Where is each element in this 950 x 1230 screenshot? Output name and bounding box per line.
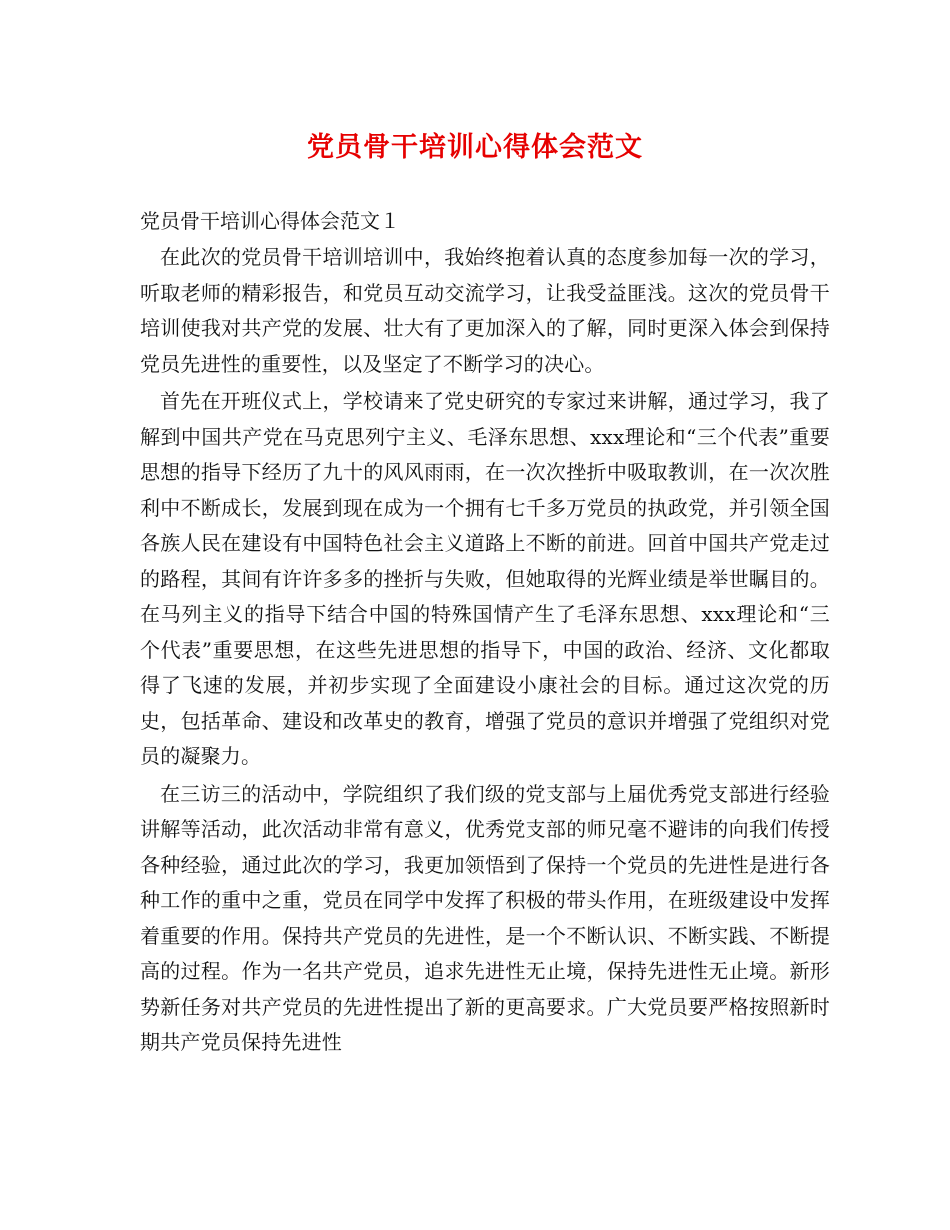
document-title: 党员骨干培训心得体会范文	[307, 132, 643, 163]
document-subtitle: 党员骨干培训心得体会范文１	[140, 209, 400, 233]
body-paragraph: 在此次的党员骨干培训培训中，我始终抱着认真的态度参加每一次的学习，听取老师的精彩报告，和党员互动交流学习，让我受益匪浅。这次的党员骨干培训使我对共产党的发展、壮大有了更加深入的了解，同时更深入体会到保持党员先进性的重要性，以及坚定了不断学习的决心。	[140, 245, 830, 376]
body-paragraph: 在三访三的活动中，学院组织了我们级的党支部与上届优秀党支部进行经验讲解等活动，此次活动非常有意义，优秀党支部的师兄毫不避讳的向我们传授各种经验，通过此次的学习，我更加领悟到了保持一个党员的先进性是进行各种工作的重中之重，党员在同学中发挥了积极的带头作用，在班级建设中发挥着重要的作用。保持共产党员的先进性，是一个不断认识、不断实践、不断提高的过程。作为一名共产党员，追求先进性无止境，保持先进性无止境。新形势新任务对共产党员的先进性提出了新的更高要求。广大党员要严格按照新时期共产党员保持先进性	[140, 781, 830, 1054]
document-body	[140, 240, 830, 1061]
body-paragraph: 首先在开班仪式上，学校请来了党史研究的专家过来讲解，通过学习，我了解到中国共产党在马克思列宁主义、毛泽东思想、xxx理论和“三个代表”重要思想的指导下经历了九十的风风雨雨，在一次次挫折中吸取教训，在一次次胜利中不断成长，发展到现在成为一个拥有七千多万党员的执政党，并引领全国各族人民在建设有中国特色社会主义道路上不断的前进。回首中国共产党走过的路程，其间有许许多多的挫折与失败，但她取得的光辉业绩是举世瞩目的。在马列主义的指导下结合中国的特殊国情产生了毛泽东思想、xxx理论和“三个代表”重要思想，在这些先进思想的指导下，中国的政治、经济、文化都取得了飞速的发展，并初步实现了全面建设小康社会的目标。通过这次党的历史，包括革命、建设和改革史的教育，增强了党员的意识并增强了党组织对党员的凝聚力。	[140, 389, 830, 768]
